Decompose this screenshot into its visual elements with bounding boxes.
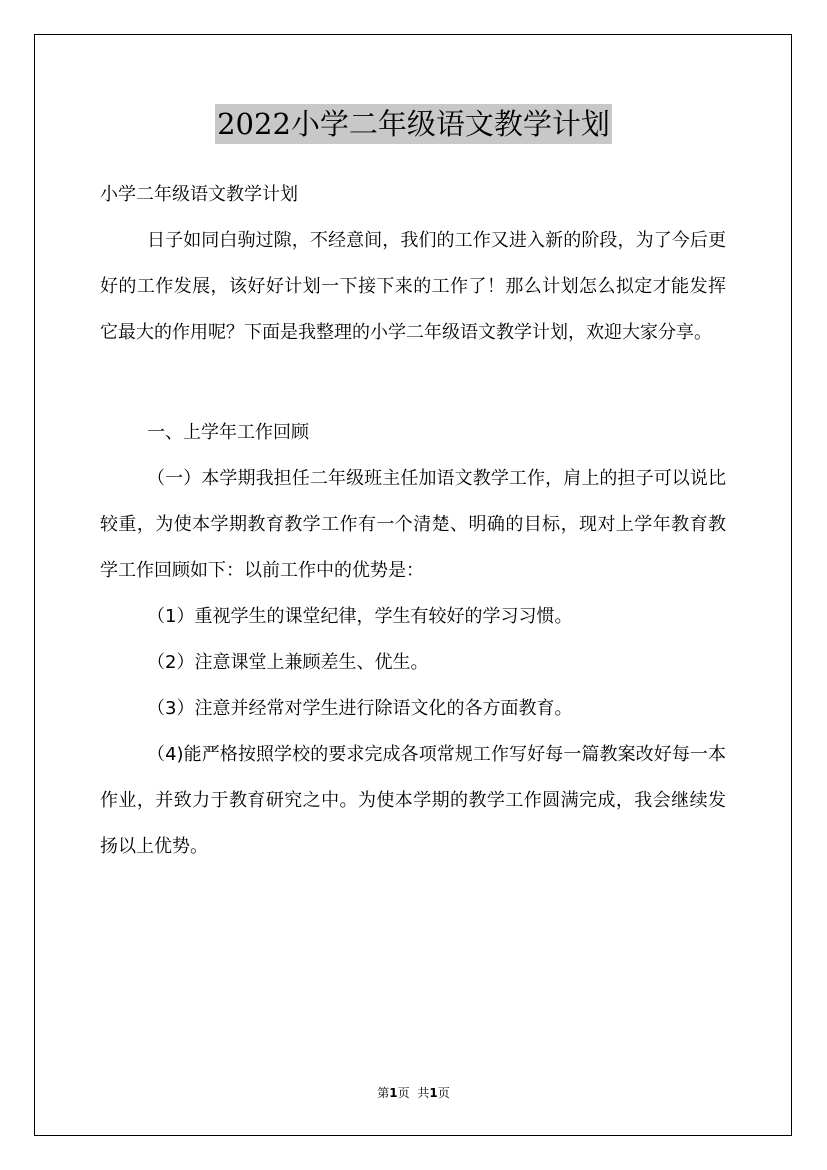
footer-page-number: 1	[389, 1086, 398, 1100]
list-item-2: （2）注意课堂上兼顾差生、优生。	[147, 652, 429, 673]
footer-total-unit: 页	[437, 1086, 450, 1100]
document-title: 2022小学二年级语文教学计划	[215, 104, 612, 144]
paragraph-gap	[100, 356, 726, 410]
footer-prefix: 第	[377, 1086, 390, 1100]
intro-paragraph: 日子如同白驹过隙，不经意间，我们的工作又进入新的阶段，为了今后更好的工作发展，该好好计划一下接下来的工作了！那么计划怎么拟定才能发挥它最大的作用呢？下面是我整理的小学二年级语文教学计划，欢迎大家分享。	[100, 230, 726, 343]
footer-total-pages: 1	[429, 1086, 438, 1100]
section-heading: 一、上学年工作回顾	[147, 422, 309, 443]
list-item-1: （1）重视学生的课堂纪律，学生有较好的学习习惯。	[147, 606, 573, 627]
page-footer	[0, 1084, 827, 1102]
document-body	[100, 172, 726, 870]
title-container	[0, 104, 827, 144]
list-item-4: （4)能严格按照学校的要求完成各项常规工作写好每一篇教案改好每一本作业，并致力于教育研究之中。为使本学期的教学工作圆满完成，我会继续发扬以上优势。	[100, 744, 726, 857]
document-subtitle: 小学二年级语文教学计划	[100, 184, 298, 205]
list-item-3: （3）注意并经常对学生进行除语文化的各方面教育。	[147, 698, 573, 719]
paragraph-review: （一）本学期我担任二年级班主任加语文教学工作，肩上的担子可以说比较重，为使本学期教育教学工作有一个清楚、明确的目标，现对上学年教育教学工作回顾如下：以前工作中的优势是：	[100, 468, 726, 581]
footer-total-prefix: 共	[417, 1086, 430, 1100]
footer-page-unit: 页	[397, 1086, 410, 1100]
